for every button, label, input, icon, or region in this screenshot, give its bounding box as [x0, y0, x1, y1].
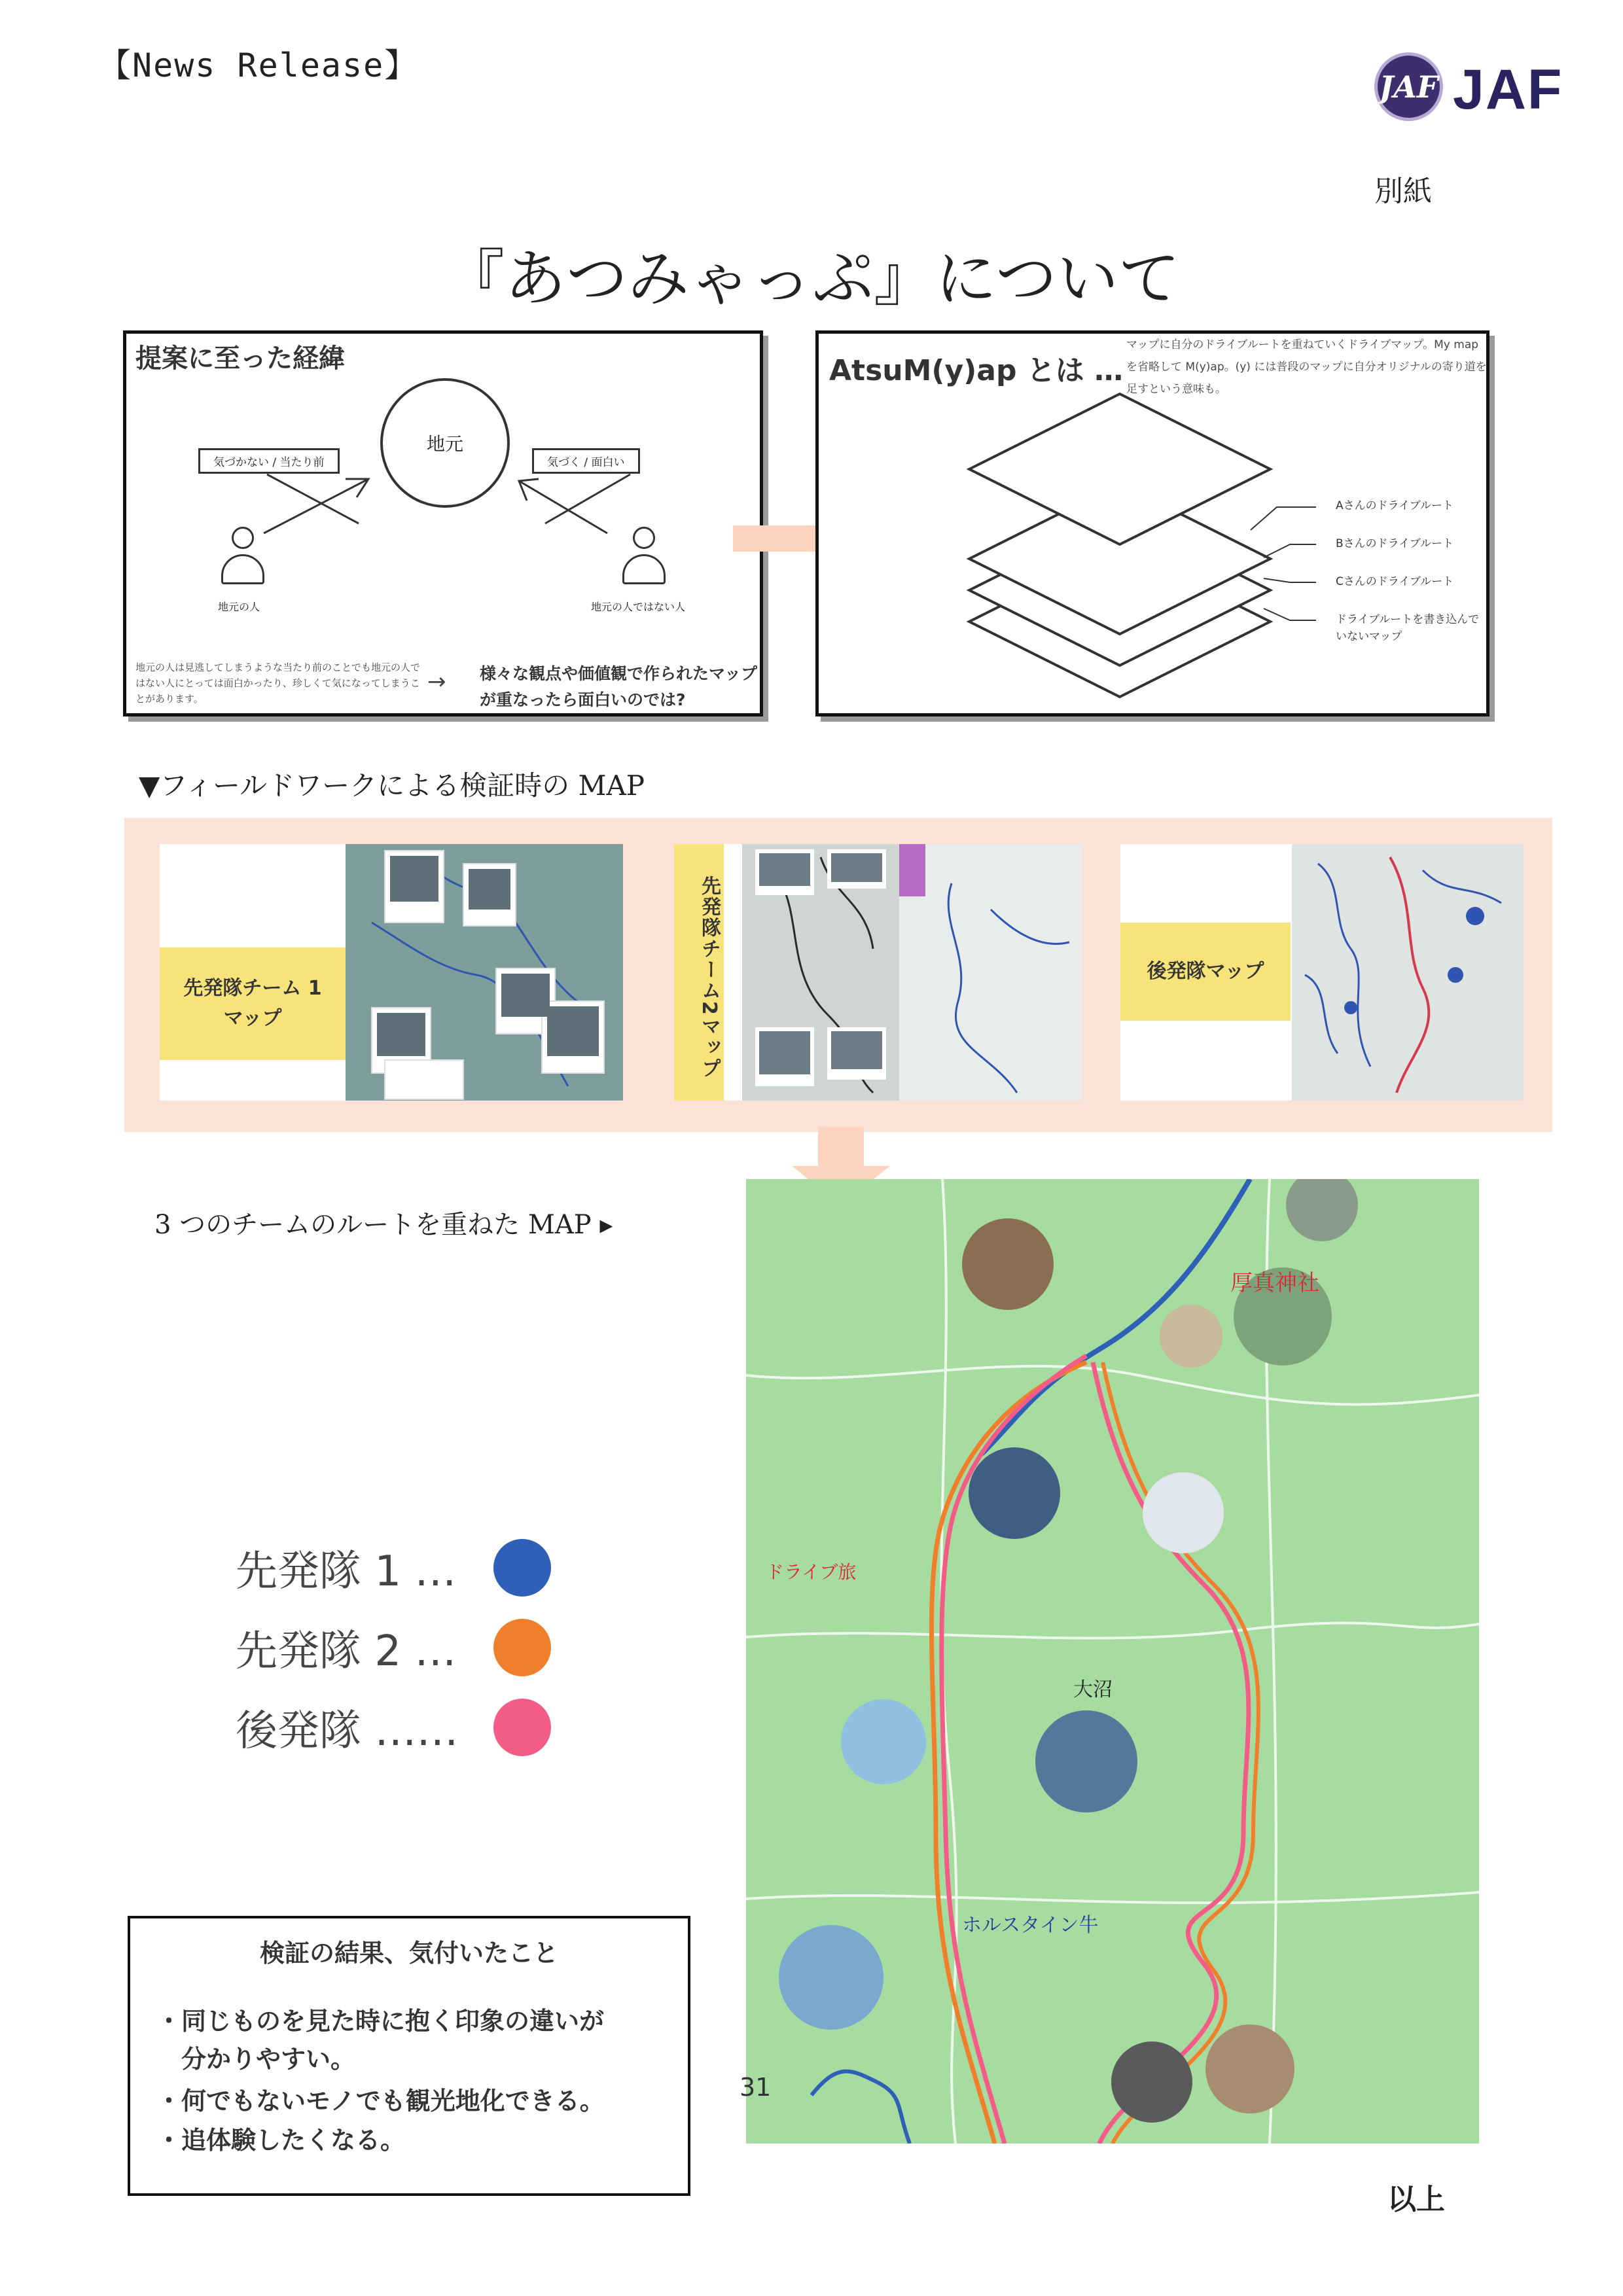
page-number: 31 [740, 2073, 772, 2102]
page-title: 『あつみゃっぷ』について [442, 243, 1181, 315]
fieldwork-card-team2 [674, 844, 1082, 1101]
legend-team2-label: 先発隊 2 … [236, 1627, 457, 1676]
layered-maps-diagram [819, 334, 1486, 713]
results-box [128, 1916, 690, 2196]
team1-map-label: 先発隊チーム 1 マップ [160, 947, 346, 1060]
layer-label-a: Aさんのドライブルート [1336, 499, 1454, 512]
legend-team2-dot [493, 1619, 551, 1676]
map-label-drive: ドライブ旅 [766, 1561, 857, 1583]
fieldwork-heading: ▼フィールドワークによる検証時の MAP [139, 769, 645, 802]
concept-description: マップに自分のドライブルートを重ねていくドライブマップ。My map を省略して M(y)ap。(y) には普段のマップに自分オリジナルの寄り道を足すという意味も。 [1126, 338, 1487, 396]
result-item-3: ・追体験したくなる。 [156, 2126, 406, 2155]
fieldwork-card-later [1120, 844, 1524, 1101]
fieldwork-card-team1 [160, 844, 623, 1101]
map-label-shrine: 厚真神社 [1230, 1270, 1319, 1296]
concept-heading: AtsuM(y)ap とは … [829, 354, 1124, 387]
news-release-label: 【News Release】 [98, 46, 419, 84]
noticed-box: 気づく / 面白い [532, 448, 640, 474]
background-panel [123, 330, 763, 716]
legend-later-dot [493, 1699, 551, 1756]
jaf-logo [1361, 26, 1571, 124]
team1-map-photo [346, 844, 623, 1101]
legend-team1-label: 先発隊 1 … [236, 1547, 457, 1596]
map-label-marsh: 大沼 [1073, 1678, 1113, 1701]
local-person-caption: 地元の人 [218, 601, 260, 613]
legend-team1-dot [493, 1539, 551, 1597]
legend-later [236, 1697, 458, 1757]
legend-team1 [236, 1538, 456, 1598]
visitor-person-icon [622, 527, 666, 592]
result-item-2: ・何でもないモノでも観光地化できる。 [156, 2087, 605, 2115]
layer-label-base: ドライブルートを書き込んでいないマップ [1336, 613, 1480, 643]
appendix-label: 別紙 [1374, 175, 1432, 208]
layer-label-c: Cさんのドライブルート [1336, 575, 1454, 588]
legend-team2 [236, 1617, 456, 1678]
jaf-emblem-icon: JAF [1374, 52, 1443, 121]
overlay-map [746, 1179, 1479, 2144]
local-person-icon [221, 527, 264, 592]
concept-panel [815, 330, 1489, 716]
arrow-icon: → [427, 669, 446, 695]
result-item-1: ・同じものを見た時に抱く印象の違いが 分かりやすい。 [156, 2007, 605, 2074]
map-label-holstein: ホルスタイン牛 [962, 1914, 1099, 1937]
legend-later-label: 後発隊 …… [236, 1707, 459, 1756]
end-mark: 以上 [1387, 2183, 1445, 2216]
later-map-photo [1292, 844, 1524, 1101]
team2-map-photo [742, 844, 1082, 1101]
jaf-logo-text: JAF [1453, 58, 1563, 121]
results-heading: 検証の結果、気付いたこと [259, 1939, 558, 1968]
unnoticed-box: 気づかない / 当たり前 [198, 448, 340, 474]
later-map-label: 後発隊マップ [1120, 923, 1291, 1021]
background-heading: 提案に至った経緯 [135, 344, 345, 374]
team2-map-label: 先発隊チーム2マップ [674, 844, 724, 1101]
perspective-arrows [126, 334, 760, 713]
background-note: 地元の人は見逃してしまうような当たり前のことでも地元の人ではない人にとっては面白かったり、珍しくて気になってしまうことがあります。 [135, 662, 421, 705]
overlay-heading: 3 つのチームのルートを重ねた MAP ▸ [154, 1210, 613, 1240]
background-conclusion: 様々な観点や価値観で作られたマップが重なったら面白いのでは? [480, 664, 758, 709]
layer-label-b: Bさんのドライブルート [1336, 537, 1454, 550]
visitor-person-caption: 地元の人ではない人 [591, 601, 686, 613]
local-label: 地元 [426, 433, 463, 455]
